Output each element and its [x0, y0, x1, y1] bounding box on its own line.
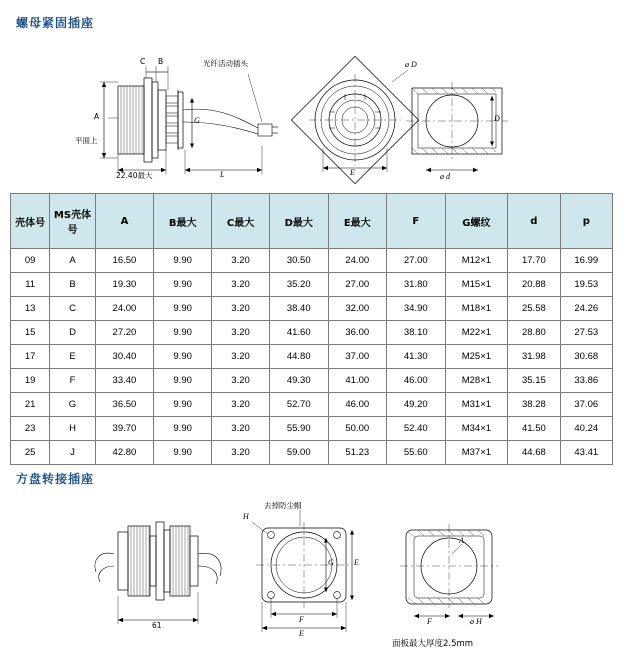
cell-ms-shell-size: D [50, 321, 95, 345]
cell-a: 42.80 [95, 441, 154, 465]
label-f-right: F [427, 617, 432, 626]
table-row [11, 417, 613, 441]
cell-shell-size: 23 [11, 417, 50, 441]
label-c: C [140, 57, 146, 66]
cell-a: 27.20 [95, 321, 154, 345]
cell-p: 27.53 [560, 321, 612, 345]
cell-e: 24.00 [328, 249, 387, 273]
cell-g: M15×1 [445, 273, 508, 297]
label-h: H [243, 512, 249, 521]
cell-p: 16.99 [560, 249, 612, 273]
label-g: G [328, 558, 334, 567]
cell-e: 41.00 [328, 369, 387, 393]
cell-p: 19.53 [560, 273, 612, 297]
th-a: A [95, 194, 154, 249]
cell-shell-size: 15 [11, 321, 50, 345]
cell-shell-size: 25 [11, 441, 50, 465]
th-ms-shell-size: MS壳体号 [50, 194, 95, 249]
cell-c: 3.20 [212, 393, 270, 417]
cell-e: 36.00 [328, 321, 387, 345]
table-row [11, 345, 613, 369]
cell-b: 9.90 [154, 369, 212, 393]
label-phi-h: ø H [470, 617, 482, 626]
cell-a: 39.70 [95, 417, 154, 441]
cell-shell-size: 13 [11, 297, 50, 321]
cell-d: 35.15 [508, 369, 560, 393]
cell-c: 3.20 [212, 273, 270, 297]
cell-f: 46.00 [387, 369, 446, 393]
cell-ms-shell-size: A [50, 249, 95, 273]
label-l: L [220, 170, 225, 179]
spec-table [10, 193, 613, 465]
section-title-square-flange-adapter: 方盘转接插座 [16, 472, 95, 486]
label-e: E [350, 168, 355, 177]
cell-g: M31×1 [445, 393, 508, 417]
table-row [11, 441, 613, 465]
cell-p: 43.41 [560, 441, 612, 465]
cell-e: 46.00 [328, 393, 387, 417]
cell-a: 19.30 [95, 273, 154, 297]
cell-c: 3.20 [212, 369, 270, 393]
cell-d-max: 38.40 [269, 297, 328, 321]
cell-b: 9.90 [154, 441, 212, 465]
cell-b: 9.90 [154, 321, 212, 345]
cell-d-max: 30.50 [269, 249, 328, 273]
table-body [11, 249, 613, 465]
cell-c: 3.20 [212, 249, 270, 273]
cell-d: 20.88 [508, 273, 560, 297]
cell-f: 31.80 [387, 273, 446, 297]
cell-c: 3.20 [212, 345, 270, 369]
table-row [11, 297, 613, 321]
label-panel-thickness-note: 面板最大厚度2.5mm [392, 639, 474, 649]
cell-ms-shell-size: B [50, 273, 95, 297]
cell-e: 37.00 [328, 345, 387, 369]
cell-ms-shell-size: C [50, 297, 95, 321]
cell-b: 9.90 [154, 297, 212, 321]
table-row [11, 321, 613, 345]
cell-b: 9.90 [154, 273, 212, 297]
cell-f: 41.30 [387, 345, 446, 369]
label-phi-d-big: ø D [405, 60, 417, 69]
cell-d: 38.28 [508, 393, 560, 417]
cell-shell-size: 21 [11, 393, 50, 417]
table-row [11, 393, 613, 417]
label-flat-surface: 平面上 [75, 136, 98, 145]
cell-ms-shell-size: J [50, 441, 95, 465]
label-fiber-connector: 光纤活动插头 [203, 59, 248, 68]
cell-f: 34.90 [387, 297, 446, 321]
cell-g: M25×1 [445, 345, 508, 369]
cell-ms-shell-size: F [50, 369, 95, 393]
label-f: F [299, 615, 304, 624]
cell-a: 24.00 [95, 297, 154, 321]
cell-e: 32.00 [328, 297, 387, 321]
cell-d-max: 35.20 [269, 273, 328, 297]
cell-a: 33.40 [95, 369, 154, 393]
cell-c: 3.20 [212, 321, 270, 345]
cell-a: 36.50 [95, 393, 154, 417]
cell-f: 55.60 [387, 441, 446, 465]
label-a: A [94, 112, 100, 121]
table-row [11, 369, 613, 393]
cell-b: 9.90 [154, 249, 212, 273]
cell-f: 27.00 [387, 249, 446, 273]
cell-d-max: 59.00 [269, 441, 328, 465]
cell-g: M12×1 [445, 249, 508, 273]
cell-e: 27.00 [328, 273, 387, 297]
th-g-thread: G螺纹 [445, 194, 508, 249]
cell-d-max: 41.60 [269, 321, 328, 345]
drawing-square-flange-adapter [0, 492, 623, 657]
cell-g: M34×1 [445, 417, 508, 441]
cell-p: 24.26 [560, 297, 612, 321]
table-row [11, 249, 613, 273]
cell-c: 3.20 [212, 441, 270, 465]
cell-b: 9.90 [154, 345, 212, 369]
th-e-max: E最大 [328, 194, 387, 249]
label-phi-d-small: ø d [440, 172, 450, 181]
label-d-right: D [494, 114, 500, 123]
cell-d: 31.98 [508, 345, 560, 369]
cell-c: 3.20 [212, 297, 270, 321]
cell-e: 51.23 [328, 441, 387, 465]
cell-d-max: 49.30 [269, 369, 328, 393]
table-row [11, 273, 613, 297]
cell-g: M18×1 [445, 297, 508, 321]
th-p: p [560, 194, 612, 249]
th-b-max: B最大 [154, 194, 212, 249]
table-header-row [11, 194, 613, 249]
label-remove-dust-cap: 去掉防尘帽 [264, 501, 302, 510]
th-c-max: C最大 [212, 194, 270, 249]
th-f: F [387, 194, 446, 249]
cell-e: 50.00 [328, 417, 387, 441]
cell-ms-shell-size: G [50, 393, 95, 417]
label-dim-61: 61 [152, 621, 162, 630]
cell-a: 30.40 [95, 345, 154, 369]
cell-ms-shell-size: H [50, 417, 95, 441]
cell-shell-size: 17 [11, 345, 50, 369]
cell-d-max: 52.70 [269, 393, 328, 417]
label-b: B [158, 57, 164, 66]
cell-f: 49.20 [387, 393, 446, 417]
th-d-max: D最大 [269, 194, 328, 249]
cell-d: 17.70 [508, 249, 560, 273]
cell-d: 25.58 [508, 297, 560, 321]
cell-f: 38.10 [387, 321, 446, 345]
cell-p: 37.06 [560, 393, 612, 417]
label-dim-2240: 22.40最大 [116, 171, 153, 180]
cell-g: M28×1 [445, 369, 508, 393]
th-shell-size: 壳体号 [11, 194, 50, 249]
label-e-horizontal: E [299, 629, 304, 638]
cell-d: 44.68 [508, 441, 560, 465]
cell-d: 28.80 [508, 321, 560, 345]
cell-p: 40.24 [560, 417, 612, 441]
cell-shell-size: 09 [11, 249, 50, 273]
cell-g: M37×1 [445, 441, 508, 465]
cell-g: M22×1 [445, 321, 508, 345]
cell-a: 16.50 [95, 249, 154, 273]
th-d: d [508, 194, 560, 249]
label-g: G [194, 116, 200, 125]
label-a: A [459, 536, 464, 545]
cell-d-max: 44.80 [269, 345, 328, 369]
cell-shell-size: 11 [11, 273, 50, 297]
cell-ms-shell-size: E [50, 345, 95, 369]
drawing-nut-mount-receptacle [0, 30, 623, 185]
label-e-vertical: E [354, 558, 359, 567]
cell-shell-size: 19 [11, 369, 50, 393]
cell-b: 9.90 [154, 393, 212, 417]
cell-p: 30.68 [560, 345, 612, 369]
cell-p: 33.86 [560, 369, 612, 393]
cell-c: 3.20 [212, 417, 270, 441]
spec-table-wrapper [10, 193, 613, 465]
section-title-nut-mount-receptacle: 螺母紧固插座 [16, 16, 95, 30]
cell-d: 41.50 [508, 417, 560, 441]
cell-d-max: 55.90 [269, 417, 328, 441]
cell-f: 52.40 [387, 417, 446, 441]
cell-b: 9.90 [154, 417, 212, 441]
